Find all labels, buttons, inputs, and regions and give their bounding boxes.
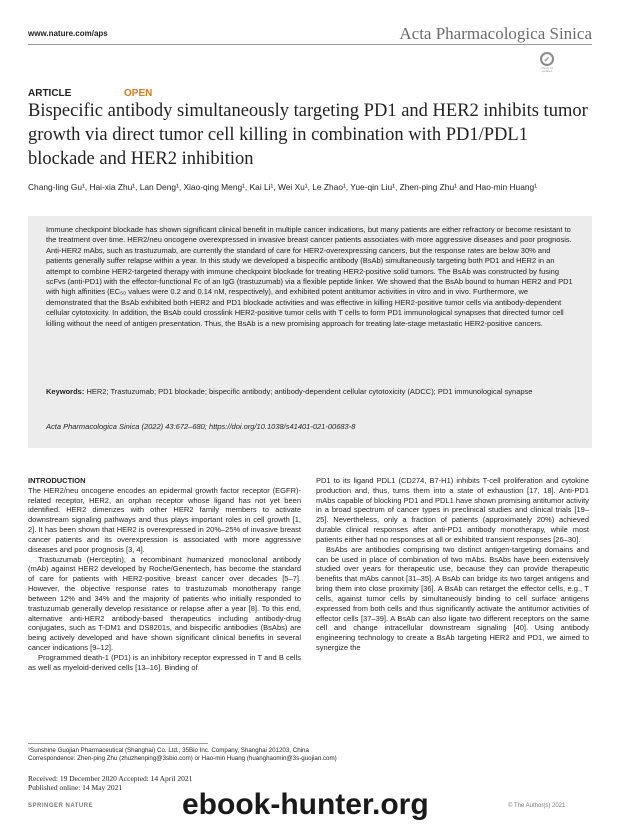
crossmark-badge[interactable]	[538, 52, 556, 74]
keywords-list: HER2; Trastuzumab; PD1 blockade; bispecific antibody; antibody-dependent cellular cytotoxicity (ADCC); PD1 immunological synapse	[86, 387, 533, 396]
citation[interactable]: Acta Pharmacologica Sinica (2022) 43:672–680; https://doi.org/10.1038/s41401-021-00683-8	[46, 422, 356, 431]
paragraph: BsAbs are antibodies comprising two distinct antigen-targeting domains and can be used in place of combination of two mAbs. BsAbs have been extensively studied over years for therapeutic use, because they can provide therapeutic benefits that mAbs cannot [31–35]. A BsAb can bridge its two target antigens and bring them into close proximity [36]. A BsAb can retarget the effector cells, e.g., T cells, against tumor cells by simultaneously binding to cell surface antigens expressed from both cells and thus significantly activate the antitumor activities of effector cells [37–39]. A BsAb can also ligate two different receptors on the same cell and change intracellular downstream signaling [40]. Using antibody engineering technology to create a BsAb targeting HER2 and PD1, we aimed to synergize the	[316, 544, 589, 653]
publication-dates	[28, 774, 192, 792]
correspondence: Correspondence: Zhen-ping Zhu (zhuzhenping@3sbio.com) or Hao-min Huang (huanghaomin@3s-guojian.com)	[28, 755, 337, 763]
paragraph: Trastuzumab (Herceptin), a recombinant humanized monoclonal antibody (mAb) against HER2 developed by Roche/Genentech, has become the standard of care for patients with HER2-positive breast cancer over decades [5–7]. However, the objective response rates to trastuzumab monotherapy range between 12% and 34% and the majority of patients who initially responded to trastuzumab generally develop resistance or relapse after a year [8]. To this end, alternative anti-HER2 antibody-based therapeutics including antibody-drug conjugates, such as T-DM1 and DS8201s, and bispecific antibodies (BsAbs) are being actively developed and have shown significant clinical benefits in several cancer indications [9–12].	[28, 554, 301, 653]
copyright: © The Author(s) 2021	[508, 803, 566, 809]
article-title: Bispecific antibody simultaneously targeting PD1 and HER2 inhibits tumor growth via direct tumor cell killing in combination with PD1/PDL1 blockade and HER2 inhibition	[28, 101, 588, 169]
abstract-text: Immune checkpoint blockade has shown significant clinical benefit in multiple cancer indications, but many patients are either refractory or become resistant to the treatment over time. HER2/neu oncogene overexpressed in invasive breast cancer patients associates with more aggressive diseases and poor prognosis. Anti-HER2 mAbs, such as trastuzumab, are currently the standard of care for HER2-overexpressing cancers, but the response rates are below 30% and patients generally suffer relapse within a year. In this study we developed a bispecific antibody (BsAb) simultaneously targeting both PD1 and HER2 in an attempt to combine HER2-targeted therapy with immune checkpoint blockade for treating HER2-positive solid tumors. The BsAb was constructed by fusing scFvs (anti-PD1) with the effector-functional Fc of an IgG (trastuzumab) via a flexible peptide linker. We showed that the BsAb bound to human HER2 and PD1 with high affinities (EC₅₀ values were 0.2 and 0.14 nM, respectively), and exhibited potent antitumor activities in vitro and in vivo. Furthermore, we demonstrated that the BsAb exhibited both HER2 and PD1 blockade activities and was effective in killing HER2-positive tumor cells via antibody-dependent cellular cytotoxicity. In addition, the BsAb could crosslink HER2-positive tumor cells with T cells to form PD1 immunological synapses that directed tumor cell killing without the need of antigen presentation. Thus, the BsAb is a new promising approach for treating late-stage metastatic HER2-positive cancers.	[46, 225, 573, 328]
crossmark-icon: ✓	[540, 52, 554, 66]
publisher-logo: SPRINGER NATURE	[28, 803, 94, 809]
body-column-right	[316, 476, 589, 653]
body-column-left	[28, 476, 301, 673]
header-divider	[28, 44, 592, 45]
journal-url[interactable]: www.nature.com/aps	[28, 29, 108, 38]
abstract-box	[28, 216, 592, 448]
section-heading-introduction: INTRODUCTION	[28, 476, 86, 485]
article-type: ARTICLE	[28, 88, 72, 99]
received-date: Received: 19 December 2020 Accepted: 14 April 2021	[28, 774, 193, 783]
keywords	[46, 387, 574, 397]
paragraph: Programmed death-1 (PD1) is an inhibitory receptor expressed in T and B cells as well as myeloid-derived cells [13–16]. Binding of	[28, 652, 301, 672]
keywords-label: Keywords:	[46, 387, 85, 396]
paragraph: The HER2/neu oncogene encodes an epidermal growth factor receptor (EGFR)-related receptor, HER2, an orphan receptor whose ligand has not yet been identified. HER2 dimerizes with other HER2 family members to activate downstream signaling pathways and thus plays important roles in cell growth [1, 2]. It has been shown that HER2 is overexpressed in 20%–25% of invasive breast cancer patients and its overexpression is associated with more aggressive diseases and poor prognosis [3, 4].	[28, 485, 301, 554]
journal-name: Acta Pharmacologica Sinica	[399, 24, 592, 43]
footnotes	[28, 747, 592, 764]
open-access-badge: OPEN	[124, 88, 153, 99]
affiliation: ¹Sunshine Guojian Pharmaceutical (Shanghai) Co. Ltd., 35Bio Inc. Company, Shanghai 201203, China	[28, 747, 309, 754]
crossmark-label: Check for updates	[540, 66, 554, 73]
watermark: ebook-hunter.org	[182, 788, 429, 821]
published-date: Published online: 14 May 2021	[28, 783, 123, 792]
author-list: Chang-ling Gu¹, Hai-xia Zhu¹, Lan Deng¹, Xiao-qing Meng¹, Kai Li¹, Wei Xu¹, Le Zhao¹, Yue-qin Liu¹, Zhen-ping Zhu¹ and Hao-min Huang¹	[28, 182, 537, 192]
footnote-divider	[28, 743, 208, 744]
paragraph: PD1 to its ligand PDL1 (CD274, B7-H1) inhibits T-cell proliferation and cytokine production and, thus, turns them into a state of exhaustion [17, 18]. Anti-PD1 mAbs capable of blocking PD1 and PDL1 have shown promising antitumor activity in a broad spectrum of cancer types in preclinical studies and clinical trials [19–25]. Nevertheless, only a fraction of patients (approximately 20%) achieved durable clinical responses after anti-PD1 antibody monotherapy, while most patients either had no responses at all or exhibited transient responses [26–30].	[316, 476, 589, 544]
